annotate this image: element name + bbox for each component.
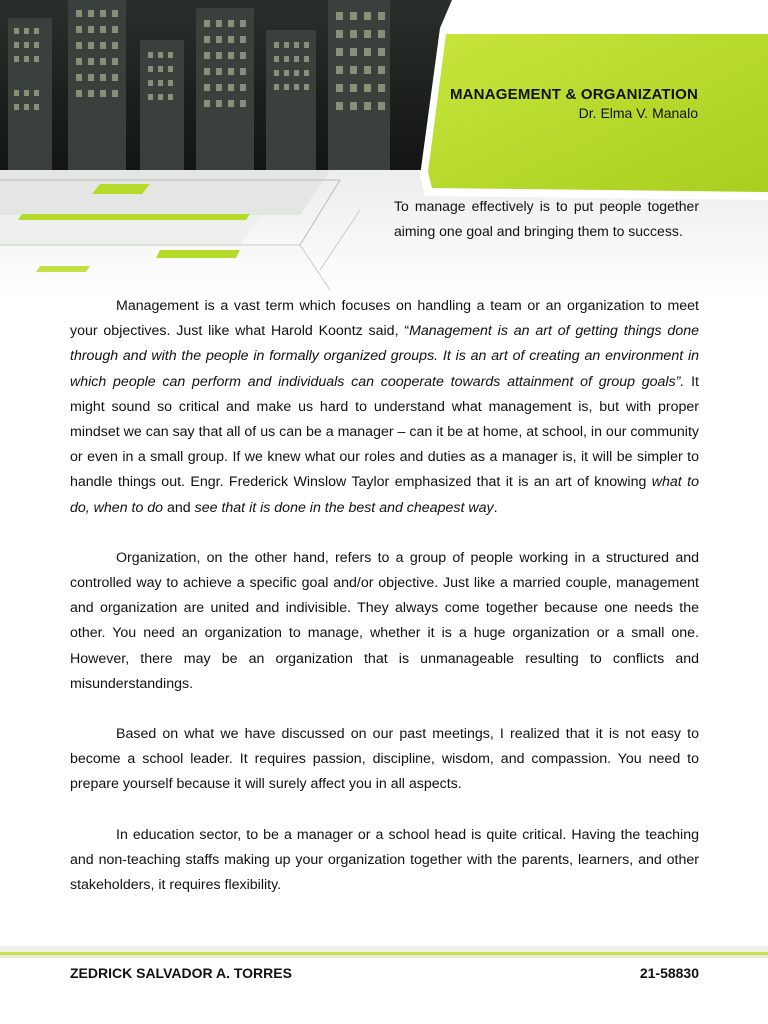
paragraph-4: In education sector, to be a manager or a school head is quite critical. Having the teaching and non-teaching staffs making up your organization together with the parents, learners, and other stakeholders, it requires flexibility.	[70, 826, 699, 894]
p1-text-a: Management is a vast term which focuses on handling a team or an organization to meet your objectives. Just like what Harold Koontz said, “	[70, 298, 699, 340]
opening-quote: To manage effectively is to put people together aiming one goal and bringing them to success.	[394, 198, 699, 239]
paragraph-3: Based on what we have discussed on our past meetings, I realized that it is not easy to become a school leader. It requires passion, discipline, wisdom, and compassion. You need to prepare yourself because it will surely affect you in all aspects.	[70, 726, 699, 793]
document-subtitle: Dr. Elma V. Manalo	[578, 105, 698, 121]
essay-body	[70, 294, 699, 898]
footer-rule	[0, 946, 768, 964]
p1-what-when: what to do, when to do	[70, 474, 699, 516]
footer	[70, 965, 699, 981]
document-title: MANAGEMENT & ORGANIZATION	[449, 86, 698, 103]
p1-best-way: see that it is done in the best and cheapest way	[194, 499, 494, 516]
paragraph-1	[70, 294, 699, 521]
student-id: 21-58830	[639, 965, 699, 981]
p1-koontz-quote: Management is an art of getting things done through and with the people in formally organized groups. It is an art of creating an environment in which people can perform and individuals can cooperate towards attainment of	[70, 323, 699, 390]
p1-text-h: .	[493, 499, 498, 516]
paragraph-2: Organization, on the other hand, refers to a group of people working in a structured and controlled way to achieve a specific goal and/or objective. Just like a married couple, management and organization are united and indivisible. They always come together because one needs the other. You need an organization to manage, whether it is a huge organization or a small one. However, there may be an organization that is unmanageable resulting to conflicts and misunderstandings.	[70, 549, 699, 692]
p1-group-goals: group goals”.	[598, 373, 685, 390]
p1-text-d: It might sound so critical and make us hard to understand what management is, but with proper mindset we can say that all of us can be a manager – can it be at home, at school, in our community or even in a small group. If we knew what our roles and duties as a manager is, it will be simpler to handle things out. Engr. Frederick Winslow Taylor emphasized that it is an art of knowing	[70, 373, 699, 491]
title-block	[450, 86, 698, 121]
header-banner	[0, 0, 768, 300]
p1-text-f: and	[163, 499, 195, 516]
author-name: ZEDRICK SALVADOR A. TORRES	[70, 965, 292, 981]
